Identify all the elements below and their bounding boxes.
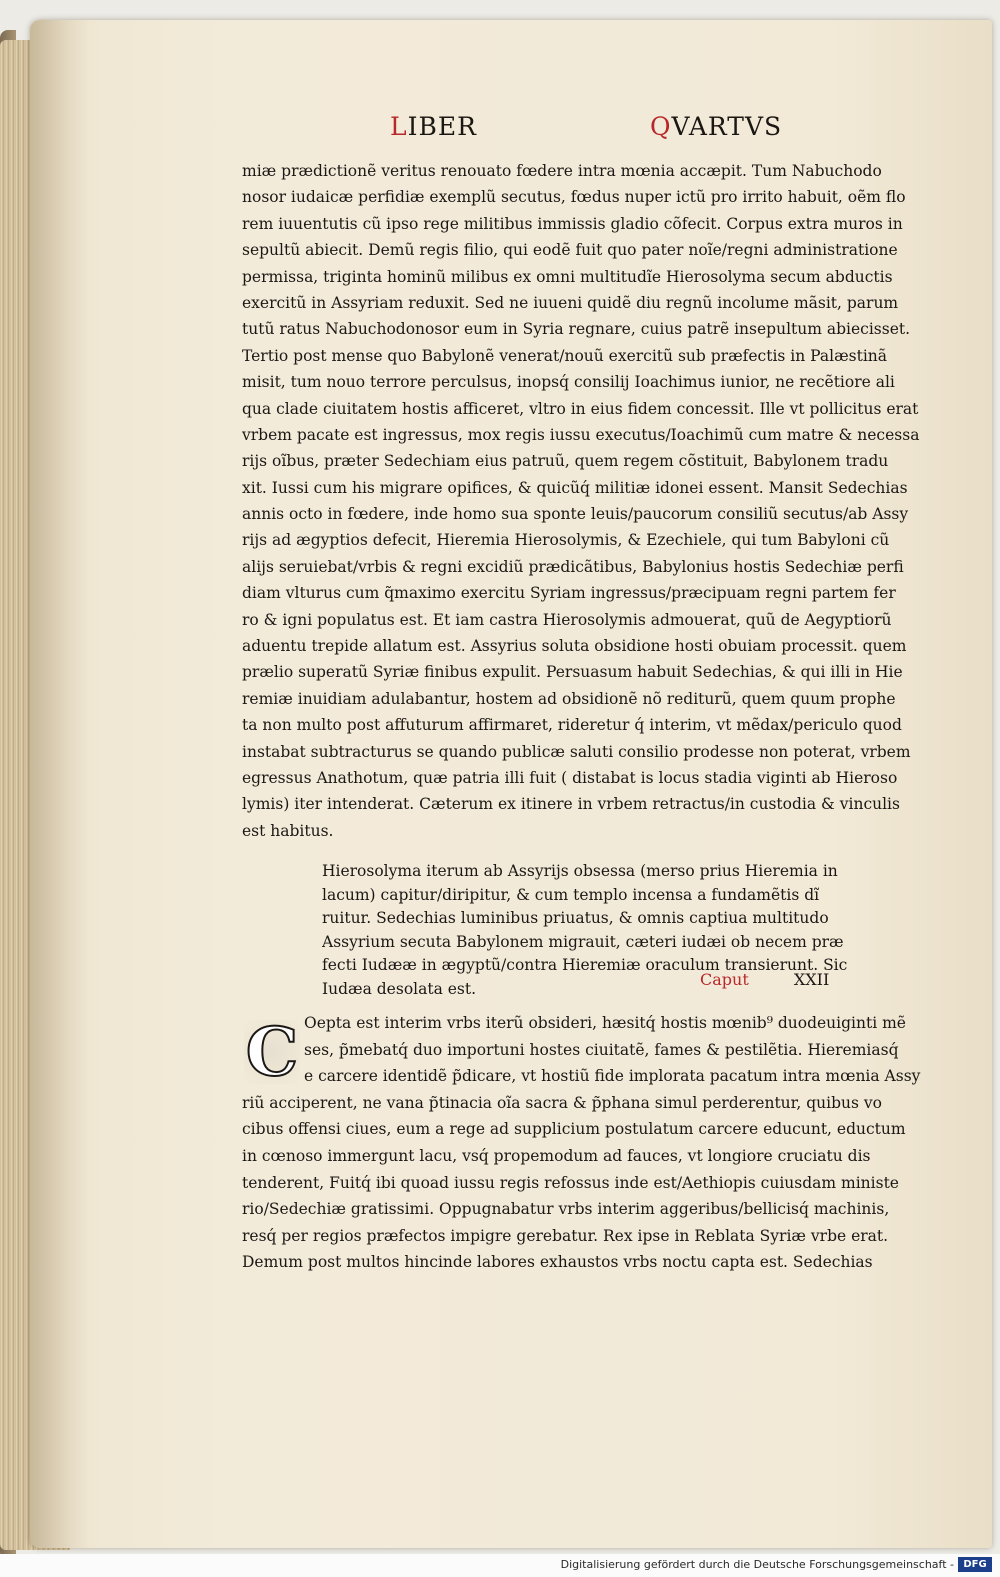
text-line: qua clade ciuitatem hostis afficeret, vltro in eius fidem concessit. Ille vt pollicitus erat bbox=[242, 399, 919, 418]
running-head bbox=[240, 110, 940, 150]
summary-line: ruitur. Sedechias luminibus priuatus, & omnis captiua multitudo bbox=[322, 909, 829, 928]
text-line: xit. Iussi cum his migrare opifices, & quicũq́ militiæ idonei essent. Mansit Sedechias bbox=[242, 478, 908, 497]
woodcut-initial: C bbox=[245, 1013, 299, 1091]
summary-line: Assyrium secuta Babylonem migrauit, cæteri iudæi ob necem præ bbox=[322, 932, 844, 951]
text-line: rem iuuentutis cũ ipso rege militibus immissis gladio cõfecit. Corpus extra muros in bbox=[242, 214, 903, 233]
dfg-logo: DFG bbox=[958, 1557, 992, 1572]
text-line: sepultũ abiecit. Demũ regis filio, qui eodẽ fuit quo pater noĩe/regni administratione bbox=[242, 241, 898, 260]
rubricated-initial: L bbox=[390, 112, 408, 141]
text-line: vrbem pacate est ingressus, mox regis iussu executus/Ioachimũ cum matre & necessa bbox=[242, 425, 920, 444]
chapter-text-block bbox=[242, 1010, 947, 1276]
text-line: ta non multo post affuturum affirmaret, rideretur q́ interim, vt mẽdax/periculo quod bbox=[242, 716, 902, 735]
text-line: miæ prædictionẽ veritus renouato fœdere intra mœnia accæpit. Tum Nabuchodo bbox=[242, 162, 882, 180]
chapter-line: rio/Sedechiæ gratissimi. Oppugnabatur vrbs interim aggeribus/bellicisq́ machinis, bbox=[242, 1200, 890, 1219]
footer-bar bbox=[0, 1554, 1000, 1577]
summary-line: lacum) capitur/diripitur, & cum templo incensa a fundamẽtis dĩ bbox=[322, 885, 820, 904]
text-line: lymis) iter intenderat. Cæterum ex itinere in vrbem retractus/in custodia & vinculis bbox=[242, 795, 900, 814]
gutter-shadow bbox=[30, 20, 90, 1548]
summary-line: Iudæa desolata est. bbox=[322, 979, 477, 998]
chapter-line: in cœnoso immergunt lacu, vsq́ propemodum ad fauces, vt longiore cruciatu dis bbox=[242, 1146, 871, 1165]
funding-credit: Digitalisierung gefördert durch die Deutsche Forschungsgemeinschaft - bbox=[560, 1558, 954, 1571]
summary-line: Hierosolyma iterum ab Assyrijs obsessa (merso prius Hieremia in bbox=[322, 862, 838, 880]
running-head-right: QVARTVS bbox=[650, 112, 783, 141]
text-line: egressus Anathotum, quæ patria illi fuit ( distabat is locus stadia viginti ab Hieroso bbox=[242, 768, 898, 787]
chapter-line: tenderent, Fuitq́ ibi quoad iussu regis refossus inde est/Aethiopis cuiusdam ministe bbox=[242, 1173, 899, 1192]
text-line: exercitũ in Assyriam reduxit. Sed ne iuueni quidẽ diu regnũ incolume mãsit, parum bbox=[242, 293, 899, 312]
text-line: tutũ ratus Nabuchodonosor eum in Syria regnare, cuius patrẽ insepultum abiecisset. bbox=[242, 320, 911, 339]
text-line: Tertio post mense quo Babylonẽ venerat/nouũ exercitũ sub præfectis in Palæstinã bbox=[242, 346, 888, 365]
text-line: nosor iudaicæ perfidiæ exemplũ secutus, fœdus nuper ictũ pro irrito habuit, oẽm flo bbox=[242, 188, 906, 207]
caput-word: Caput bbox=[700, 970, 749, 989]
chapter-line: riũ acciperent, ne vana p̃tinacia oĩa sacra & p̃phana simul perderentur, quibus vo bbox=[242, 1093, 882, 1112]
chapter-line: Demum post multos hincinde labores exhaustos vrbs noctu capta est. Sedechias bbox=[242, 1253, 873, 1272]
text-line: rijs oĩbus, præter Sedechiam eius patruũ, quem regem cõstituit, Babylonem tradu bbox=[242, 452, 889, 471]
text-line: diam vlturus cum q̃maximo exercitu Syriam ingressus/præcipuam regni partem fer bbox=[242, 584, 896, 603]
text-line: permissa, triginta hominũ milibus ex omni multitudĩe Hierosolyma secum abductis bbox=[242, 267, 893, 286]
chapter-line: resq́ per regios præfectos impigre gerebatur. Rex ipse in Reblata Syriæ vrbe erat. bbox=[242, 1226, 889, 1245]
text-line: remiæ inuidiam adulabantur, hostem ad obsidionẽ nõ rediturũ, quem quum prophe bbox=[242, 689, 896, 708]
chapter-line: e carcere identidẽ p̃dicare, vt hostiũ fide implorata pacatum intra mœnia Assy bbox=[304, 1067, 921, 1086]
chapter-line: cibus offensi ciues, eum a rege ad supplicium postulatum carcere educunt, eductum bbox=[242, 1120, 906, 1139]
text-line: instabat subtracturus se quando publicæ saluti consilio prodesse non poterat, vrbem bbox=[242, 742, 911, 761]
text-line: misit, tum nouo terrore perculsus, inopsq́ consilij Ioachimus iunior, ne recẽtiore ali bbox=[242, 373, 895, 392]
text-line: rijs ad ægyptios defecit, Hieremia Hierosolymis, & Ezechiele, qui tum Babyloni cũ bbox=[242, 531, 890, 550]
text-line: annis octo in fœdere, inde homo sua sponte leuis/paucorum consiliũ secutus/ab Assy bbox=[242, 505, 909, 524]
text-line: aduentu trepide allatum est. Assyrius soluta obsidione hosti obuiam processit. quem bbox=[242, 637, 907, 656]
main-text-block bbox=[242, 158, 947, 844]
chapter-line: ses, p̃mebatq́ duo importuni hostes ciuitatẽ, fames & pestilẽtia. Hieremiasq́ bbox=[304, 1040, 899, 1059]
text-line: alijs seruiebat/vrbis & regni excidiũ prædicãtibus, Babylonius hostis Sedechiæ perfi bbox=[242, 557, 904, 576]
text-line: prælio superatũ Syriæ finibus expulit. Persuasum habuit Sedechias, & qui illi in Hie bbox=[242, 663, 903, 682]
summary-line: fecti Iudææ in ægyptũ/contra Hieremiæ oraculum transierunt. Sic bbox=[322, 956, 848, 975]
rubricated-initial: Q bbox=[650, 112, 672, 141]
running-head-left: LIBER bbox=[390, 112, 477, 141]
chapter-line: Oepta est interim vrbs iterũ obsideri, hæsitq́ hostis mœnib⁹ duodeuiginti mẽ bbox=[304, 1014, 906, 1032]
text-line: est habitus. bbox=[242, 821, 334, 840]
chapter-heading bbox=[700, 970, 829, 989]
text-line: ro & igni populatus est. Et iam castra Hierosolymis admouerat, quũ de Aegyptiorũ bbox=[242, 610, 892, 629]
chapter-number: XXII bbox=[793, 970, 830, 989]
